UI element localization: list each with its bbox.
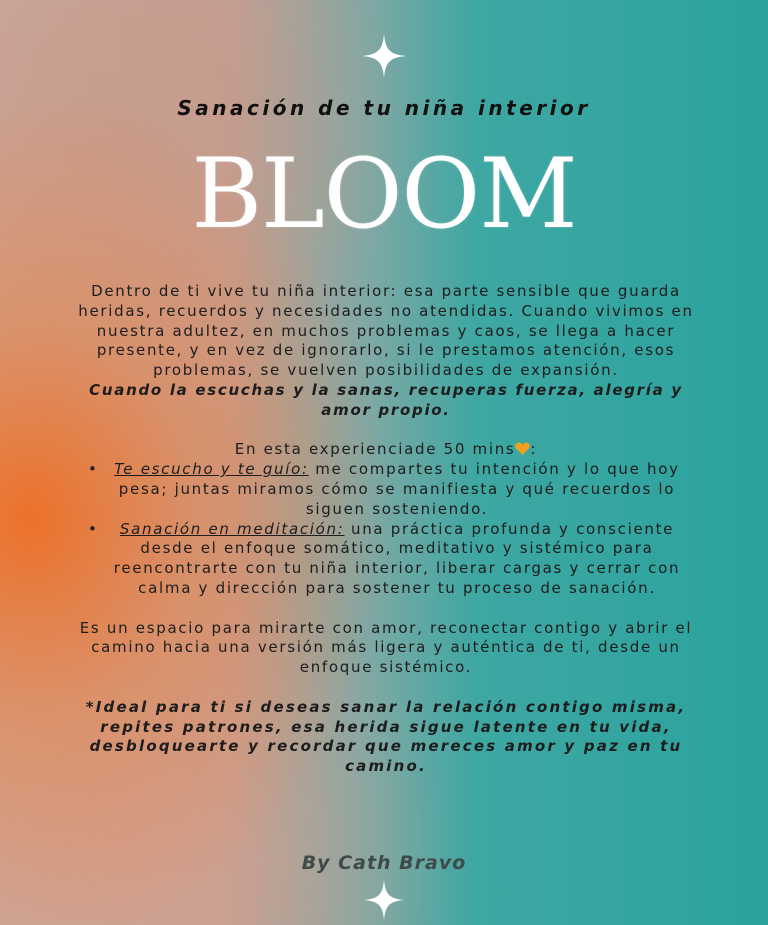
list-item [78, 520, 694, 599]
sparkle-icon [364, 880, 404, 920]
experience-heading-text: En esta experienciade 50 mins [234, 440, 516, 459]
space-paragraph: Es un espacio para mirarte con amor, reconectar contigo y abrir el camino hacia una versión más ligera y auténtica de ti, desde un enfoque sistémico. [79, 618, 693, 677]
list-item-label: Te escucho y te guío: [114, 460, 309, 479]
experience-list [78, 460, 694, 599]
intro-paragraph: Dentro de ti vive tu niña interior: esa parte sensible que guarda heridas, recuerdos y necesidades no atendidas. Cuando vivimos en nuestra adultez, en muchos problemas y caos, se llega a hacer presente, y en vez de ignorarlo, si le prestamos atención, esos problemas, se vuelven posibilidades de expansión. [78, 282, 694, 380]
list-item-text: una práctica profunda y consciente desde el enfoque somático, meditativo y sistémico para reencontrarte con tu niña interior, liberar cargas y cerrar con calma y dirección para sostener tu proceso de sanación. [113, 519, 681, 597]
closing-note: *Ideal para ti si deseas sanar la relación contigo misma, repites patrones, esa herida sigue latente en tu vida, desbloquearte y recordar que mereces amor y paz en tu camino. [85, 697, 687, 776]
description [78, 282, 694, 777]
intro-emphasis: Cuando la escuchas y la sanas, recuperas fuerza, alegría y amor propio. [89, 380, 683, 419]
sparkle-icon [362, 34, 406, 78]
brand-title: BLOOM [191, 138, 577, 250]
list-item-text: me compartes tu intención y lo que hoy pesa; juntas miramos cómo se manifiesta y qué recuerdos lo siguen sosteniendo. [118, 460, 680, 518]
orange-heart-icon [515, 440, 530, 460]
list-item [78, 460, 694, 519]
subtitle: Sanación de tu niña interior [177, 96, 591, 120]
experience-heading-suffix: : [530, 440, 538, 459]
experience-heading [78, 440, 694, 460]
author-signature: By Cath Bravo [301, 852, 467, 874]
list-item-label: Sanación en meditación: [119, 519, 345, 538]
